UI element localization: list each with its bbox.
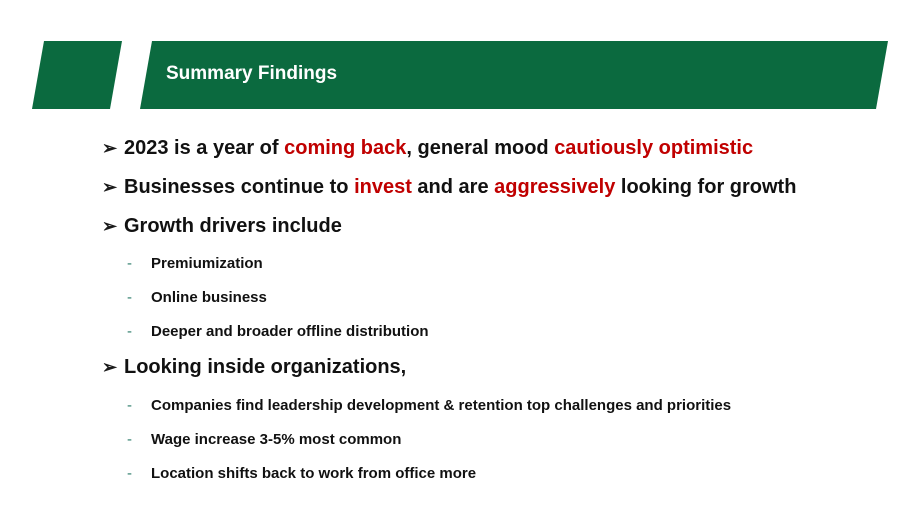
sub-bullet-text: Premiumization xyxy=(151,255,263,272)
bullet-item xyxy=(102,176,796,199)
sub-bullet-item xyxy=(127,323,429,340)
arrow-bullet-icon: ➢ xyxy=(102,177,118,197)
dash-icon: - xyxy=(127,255,132,272)
bullet-item xyxy=(102,137,753,160)
bullet-text: and are xyxy=(411,176,495,198)
sub-bullet-item xyxy=(127,431,401,448)
arrow-bullet-icon: ➢ xyxy=(102,216,118,236)
highlighted-text: cautiously optimistic xyxy=(554,137,754,159)
highlighted-text: aggressively xyxy=(494,176,616,198)
bullet-text: Looking inside organizations, xyxy=(124,356,407,378)
arrow-bullet-icon: ➢ xyxy=(102,138,118,158)
bullet-text: looking for growth xyxy=(615,176,797,198)
sub-bullet-text: Location shifts back to work from office more xyxy=(151,465,477,482)
bullet-text: Businesses continue to xyxy=(124,176,355,198)
sub-bullet-text: Online business xyxy=(151,289,267,306)
sub-bullet-item xyxy=(127,397,731,414)
arrow-bullet-icon: ➢ xyxy=(102,357,118,377)
dash-icon: - xyxy=(127,323,132,340)
dash-icon: - xyxy=(127,431,132,448)
sub-bullet-text: Wage increase 3-5% most common xyxy=(151,431,402,448)
sub-bullet-text: Companies find leadership development & retention top challenges and priorities xyxy=(151,397,732,414)
bullet-item xyxy=(102,215,342,238)
dash-icon: - xyxy=(127,465,132,482)
dash-icon: - xyxy=(127,289,132,306)
bullet-text: Growth drivers include xyxy=(124,215,342,237)
sub-bullet-item xyxy=(127,255,263,272)
bullet-text: , general mood xyxy=(406,137,555,159)
page-title: Summary Findings xyxy=(166,63,338,84)
bullet-item xyxy=(102,356,406,379)
sub-bullet-item xyxy=(127,465,476,482)
sub-bullet-item xyxy=(127,289,267,306)
bullet-text: 2023 is a year of xyxy=(124,137,285,159)
highlighted-text: invest xyxy=(354,176,412,198)
dash-icon: - xyxy=(127,397,132,414)
highlighted-text: coming back xyxy=(284,137,407,159)
sub-bullet-text: Deeper and broader offline distribution xyxy=(151,323,429,340)
